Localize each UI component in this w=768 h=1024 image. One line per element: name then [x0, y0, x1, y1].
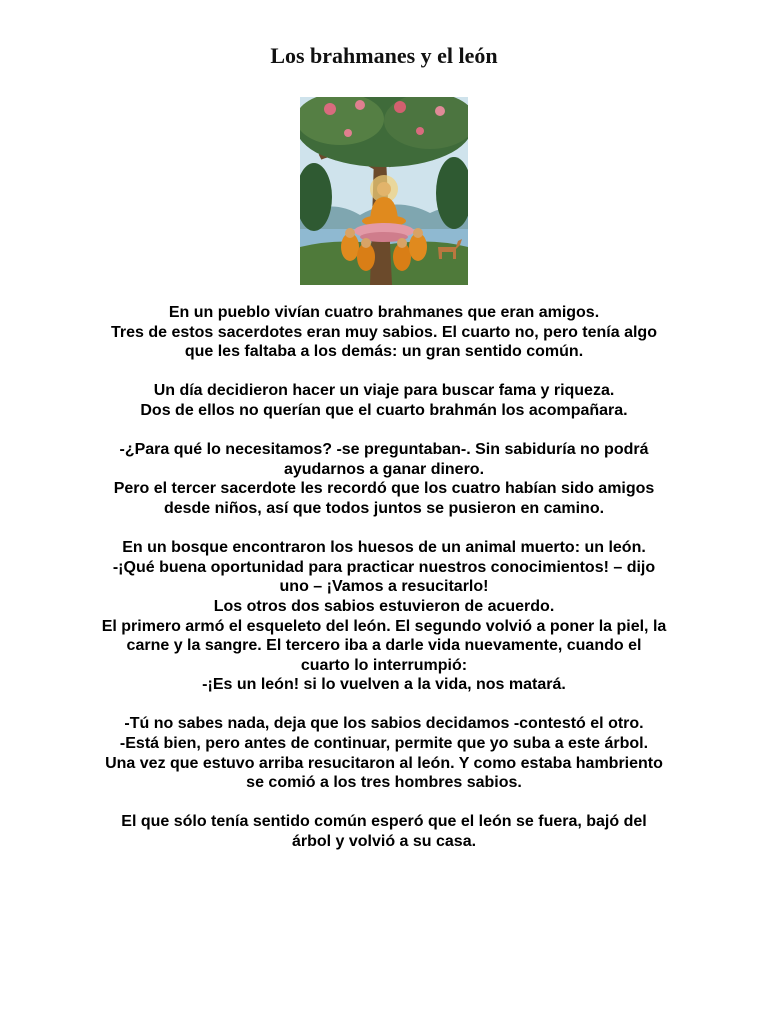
story-line: Una vez que estuvo arriba resucitaron al león. Y como estaba hambriento se comió a los tres hombres sabios.	[105, 754, 663, 792]
story-paragraph-2	[100, 381, 668, 420]
story-paragraph-1	[100, 303, 668, 362]
story-paragraph-3	[100, 440, 668, 518]
story-paragraph-6	[100, 812, 668, 851]
story-line: En un pueblo vivían cuatro brahmanes que eran amigos.	[168, 304, 600, 321]
story-body	[100, 303, 668, 871]
story-line: -¡Es un león! si lo vuelven a la vida, nos matará.	[202, 676, 566, 694]
story-line: -Tú no sabes nada, deja que los sabios decidamos -contestó el otro.	[124, 715, 644, 733]
story-paragraph-4	[100, 538, 668, 695]
story-line: Dos de ellos no querían que el cuarto brahmán los acompañara.	[140, 401, 628, 419]
story-line: Tres de estos sacerdotes eran muy sabios. El cuarto no, pero tenía algo que les faltaba a los demás: un gran sentido común.	[111, 323, 657, 361]
story-line: Un día decidieron hacer un viaje para buscar fama y riqueza.	[153, 382, 615, 400]
story-line: El primero armó el esqueleto del león. El segundo volvió a poner la piel, la carne y la sangre. El tercero iba a darle vida nuevamente, cuando el cuarto lo interrumpió:	[101, 617, 667, 674]
story-line: El que sólo tenía sentido común esperó que el león se fuera, bajó del árbol y volvió a su casa.	[121, 813, 647, 851]
story-line: Pero el tercer sacerdote les recordó que los cuatro habían sido amigos desde niños, así que todos juntos se pusieron en camino.	[113, 480, 655, 517]
story-line: -¿Para qué lo necesitamos? -se preguntaban-. Sin sabiduría no podrá ayudarnos a ganar dinero.	[119, 441, 649, 478]
illustration-graphic	[300, 97, 468, 285]
story-paragraph-5	[100, 714, 668, 792]
buddha-meditation-illustration	[300, 97, 468, 285]
story-line: Los otros dos sabios estuvieron de acuerdo.	[213, 597, 555, 615]
story-line: -¡Qué buena oportunidad para practicar nuestros conocimientos! – dijo uno – ¡Vamos a resucitarlo!	[112, 558, 656, 596]
story-line: -Está bien, pero antes de continuar, permite que yo suba a este árbol.	[119, 735, 649, 753]
story-line: En un bosque encontraron los huesos de un animal muerto: un león.	[122, 539, 646, 557]
document-title: Los brahmanes y el león	[270, 43, 498, 68]
